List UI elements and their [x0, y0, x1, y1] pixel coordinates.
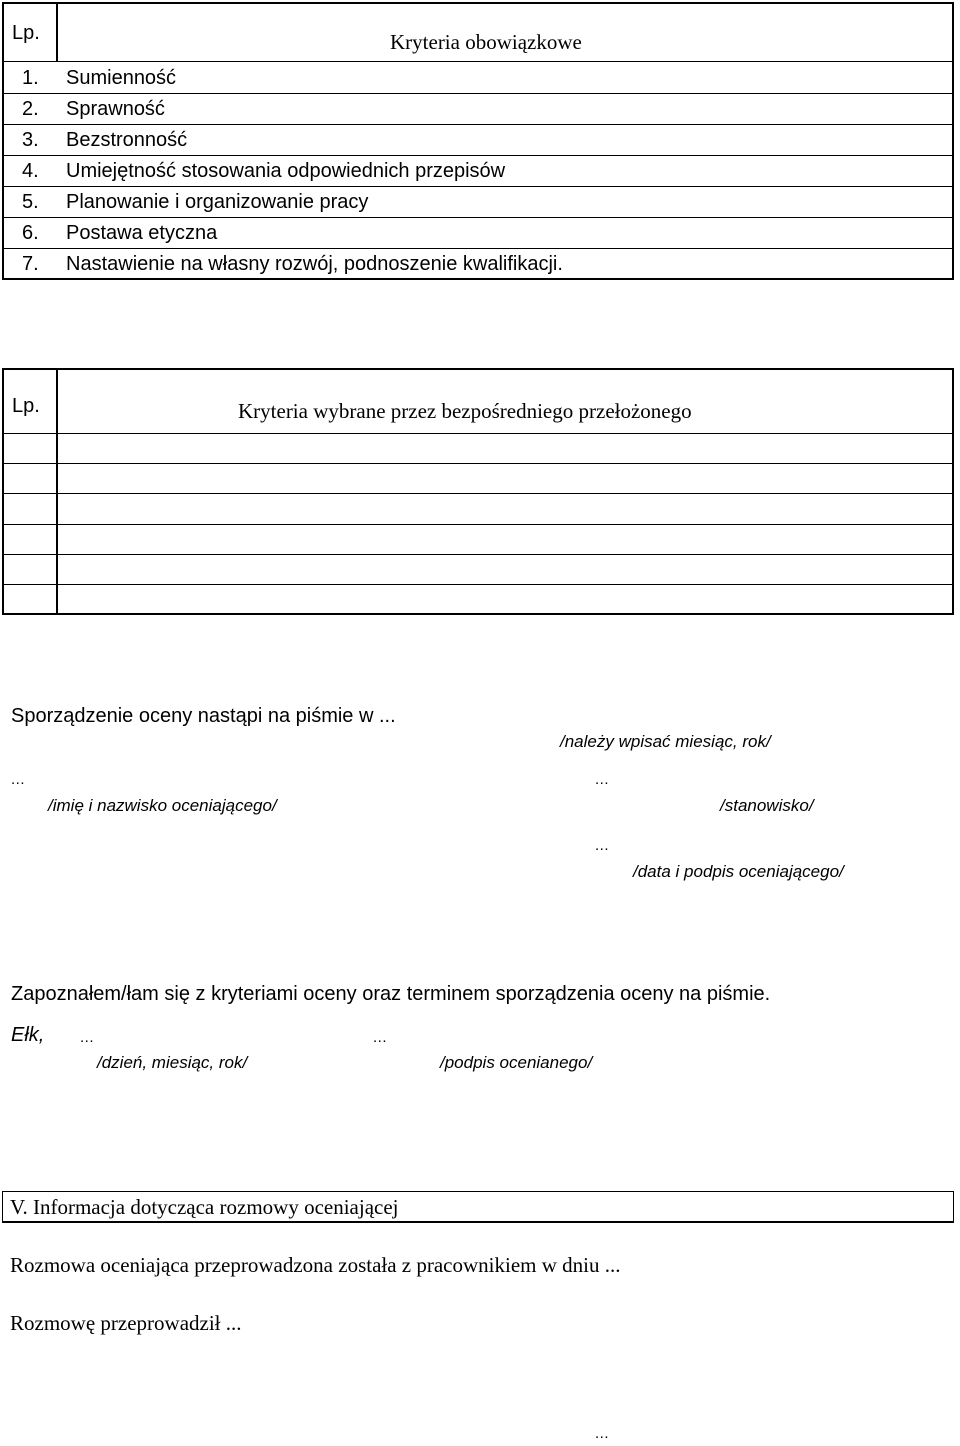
- assessor-name-dots: ...: [11, 771, 26, 788]
- supervisor-table-row-divider: [2, 584, 954, 585]
- mandatory-table-lp-divider: [56, 2, 58, 61]
- mandatory-table-row-divider: [2, 217, 954, 218]
- criterion-number: 1.: [22, 67, 39, 89]
- date-hint: /dzień, miesiąc, rok/: [97, 1053, 248, 1072]
- place-label: Ełk,: [11, 1024, 45, 1046]
- mandatory-criteria-title: Kryteria obowiązkowe: [390, 30, 582, 54]
- bottom-signature-dots: ...: [595, 1425, 610, 1442]
- assessor-position-dots: ...: [595, 771, 610, 788]
- supervisor-table-row-divider: [2, 524, 954, 525]
- lp-header: Lp.: [12, 22, 40, 44]
- date-signature-dots: ...: [595, 837, 610, 854]
- supervisor-table-row-divider: [2, 554, 954, 555]
- criterion-label: Nastawienie na własny rozwój, podnoszenie kwalifikacji.: [66, 253, 563, 275]
- mandatory-table-row-divider: [2, 248, 954, 249]
- criterion-label: Sumienność: [66, 67, 177, 89]
- criterion-number: 5.: [22, 191, 39, 213]
- criterion-number: 2.: [22, 98, 39, 120]
- date-dots: ...: [80, 1029, 95, 1046]
- criterion-number: 6.: [22, 222, 39, 244]
- assessment-statement: Sporządzenie oceny nastąpi na piśmie w ...: [11, 705, 396, 727]
- lp-header: Lp.: [12, 395, 40, 417]
- assessee-signature-hint: /podpis ocenianego/: [440, 1053, 593, 1072]
- mandatory-table-header-divider: [2, 61, 954, 62]
- assessor-name-hint: /imię i nazwisko oceniającego/: [48, 796, 277, 815]
- criterion-label: Bezstronność: [66, 129, 188, 151]
- assessor-position-hint: /stanowisko/: [720, 796, 814, 815]
- supervisor-table-header-divider: [2, 433, 954, 434]
- criterion-number: 3.: [22, 129, 39, 151]
- supervisor-table-row-divider: [2, 493, 954, 494]
- interview-date-line: Rozmowa oceniająca przeprowadzona została z pracownikiem w dniu ...: [10, 1253, 621, 1277]
- month-year-hint: /należy wpisać miesiąc, rok/: [560, 732, 771, 751]
- mandatory-table-row-divider: [2, 155, 954, 156]
- mandatory-table-row-divider: [2, 186, 954, 187]
- acknowledgement-statement: Zapoznałem/łam się z kryteriami oceny oraz terminem sporządzenia oceny na piśmie.: [11, 983, 771, 1005]
- supervisor-table-lp-divider: [56, 368, 58, 615]
- assessee-signature-dots: ...: [373, 1029, 388, 1046]
- criterion-label: Planowanie i organizowanie pracy: [66, 191, 369, 213]
- mandatory-table-row-divider: [2, 93, 954, 94]
- criterion-label: Postawa etyczna: [66, 222, 218, 244]
- section-v-heading: V. Informacja dotycząca rozmowy oceniającej: [10, 1195, 399, 1219]
- criterion-number: 7.: [22, 253, 39, 275]
- interviewer-line: Rozmowę przeprowadził ...: [10, 1311, 242, 1335]
- supervisor-criteria-title: Kryteria wybrane przez bezpośredniego przełożonego: [238, 399, 692, 423]
- criterion-label: Umiejętność stosowania odpowiednich przepisów: [66, 160, 506, 182]
- supervisor-table-row-divider: [2, 463, 954, 464]
- criterion-number: 4.: [22, 160, 39, 182]
- criterion-label: Sprawność: [66, 98, 165, 120]
- date-signature-hint: /data i podpis oceniającego/: [633, 862, 844, 881]
- mandatory-table-row-divider: [2, 124, 954, 125]
